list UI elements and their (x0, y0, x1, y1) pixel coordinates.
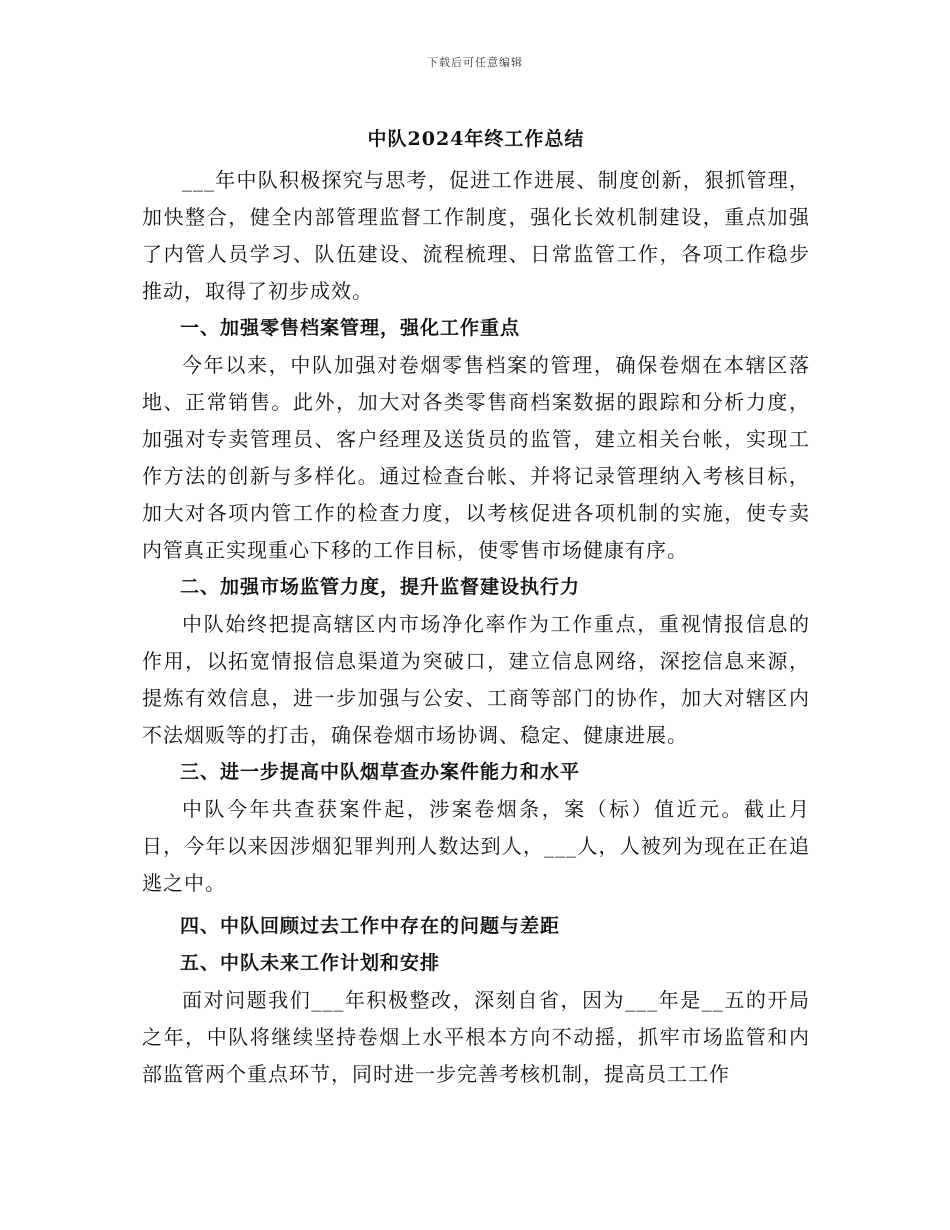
section-3-body: 中队今年共查获案件起，涉案卷烟条，案（标）值近元。截止月日，今年以来因涉烟犯罪判刑人数达到人，___人，人被列为现在正在追逃之中。 (142, 797, 810, 895)
document-body (142, 122, 810, 1093)
section-1-body: 今年以来，中队加强对卷烟零售档案的管理，确保卷烟在本辖区落地、正常销售。此外，加大对各类零售商档案数据的跟踪和分析力度，加强对专卖管理员、客户经理及送货员的监管，建立相关台帐，实现工作方法的创新与多样化。通过检查台帐、并将记录管理纳入考核目标，加大对各项内管工作的检查力度，以考核促进各项机制的实施，使专卖内管真正实现重心下移的工作目标，使零售市场健康有序。 (142, 353, 810, 562)
section-2-heading: 二、加强市场监管力度，提升监督建设执行力 (180, 576, 581, 598)
section-5-body: 面对问题我们___年积极整改，深刻自省，因为___年是__五的开局之年，中队将继续坚持卷烟上水平根本方向不动摇，抓牢市场监管和内部监管两个重点环节，同时进一步完善考核机制，提高员工工作 (142, 988, 810, 1086)
section-4-heading: 四、中队回顾过去工作中存在的问题与差距 (180, 915, 561, 937)
section-5-heading: 五、中队未来工作计划和安排 (180, 952, 441, 974)
document-title: 中队2024年终工作总结 (367, 128, 585, 150)
section-2-body: 中队始终把提高辖区内市场净化率作为工作重点，重视情报信息的作用，以拓宽情报信息渠道为突破口，建立信息网络，深挖信息来源，提炼有效信息，进一步加强与公安、工商等部门的协作，加大对辖区内不法烟贩等的打击，确保卷烟市场协调、稳定、健康进展。 (142, 612, 810, 747)
section-3-heading: 三、进一步提高中队烟草查办案件能力和水平 (180, 761, 581, 783)
intro-paragraph: ___年中队积极探究与思考，促进工作进展、制度创新，狠抓管理，加快整合，健全内部管理监督工作制度，强化长效机制建设，重点加强了内管人员学习、队伍建设、流程梳理、日常监管工作，各项工作稳步推动，取得了初步成效。 (142, 168, 810, 303)
page-header-note: 下载后可任意编辑 (427, 56, 523, 69)
section-1-heading: 一、加强零售档案管理，强化工作重点 (180, 317, 521, 339)
